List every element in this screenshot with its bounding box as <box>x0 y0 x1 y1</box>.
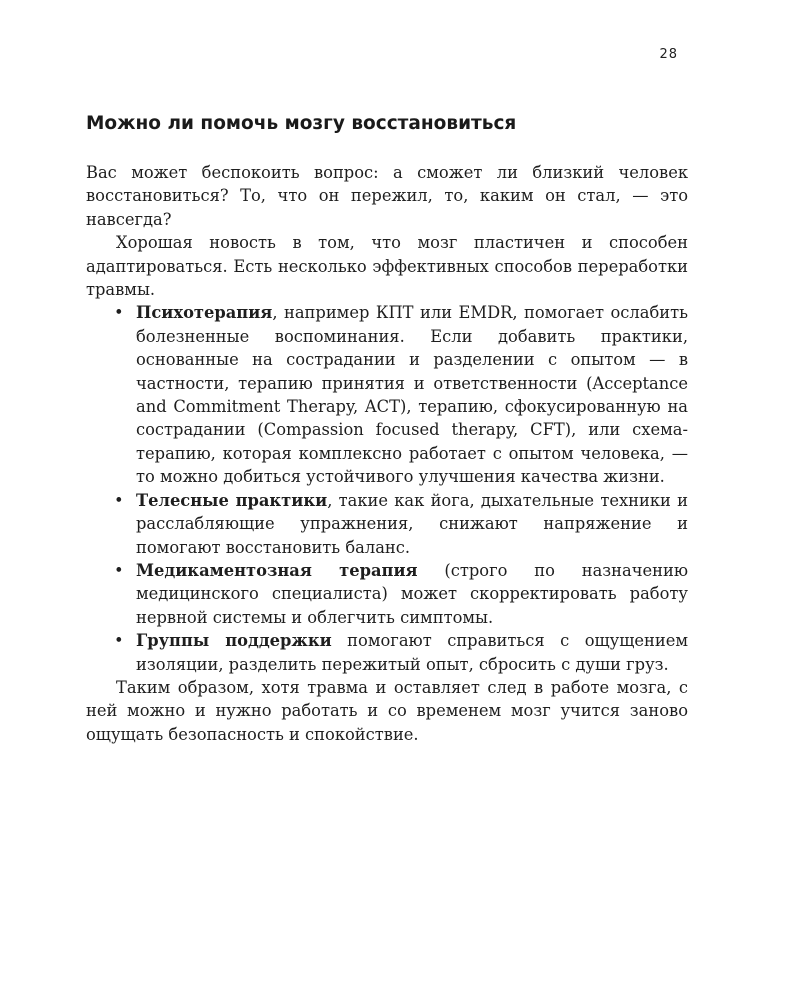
methods-list <box>86 301 688 676</box>
list-item-support-groups <box>136 629 688 676</box>
list-item-medication <box>136 559 688 629</box>
list-item-term: Психотерапия <box>136 303 273 323</box>
intro-paragraph: Вас может беспокоить вопрос: а сможет ли близкий человек восстановиться? То, что он пережил, то, каким он стал, — это навсегда? <box>86 163 688 229</box>
list-item-term: Группы поддержки <box>136 631 332 651</box>
page-number: 28 <box>659 47 678 62</box>
list-item-psychotherapy <box>136 301 688 488</box>
list-item-text: , например КПТ или EMDR, помогает ослабить болезненные воспоминания. Если добавить практики, основанные на сострадании и разделении с опытом — в частности, терапию принятия и ответственности (Acceptance and Commitment Therapy, ACT), терапию, сфокусированную на сострадании (Compassion focused therapy, CFT), или схема-терапию, которая комплексно работает с опытом человека, — то можно добиться устойчивого улучшения качества жизни. <box>136 303 688 487</box>
body-text <box>86 161 688 746</box>
list-item-term: Медикаментозная терапия <box>136 560 418 580</box>
second-paragraph: Хорошая новость в том, что мозг пластичен и способен адаптироваться. Есть несколько эффективных способов переработки травмы. <box>86 233 688 300</box>
section-heading: Можно ли помочь мозгу восстановиться <box>86 113 517 134</box>
list-item-text: , такие как йога, дыхательные техники и расслабляющие упражнения, снижают напряжение и помогают восстановить баланс. <box>136 490 688 557</box>
list-item-term: Телесные практики <box>136 490 328 510</box>
list-item-body-practices <box>136 489 688 559</box>
list-item-text: помогают справиться с ощущением изоляции, разделить пережитый опыт, сбросить с души груз. <box>136 631 688 674</box>
conclusion-paragraph: Таким образом, хотя травма и оставляет след в работе мозга, с ней можно и нужно работать и со временем мозг учится заново ощущать безопасность и спокойствие. <box>86 677 688 744</box>
list-item-text: (строго по назначению медицинского специалиста) может скорректировать работу нервной системы и облегчить симптомы. <box>136 560 688 627</box>
